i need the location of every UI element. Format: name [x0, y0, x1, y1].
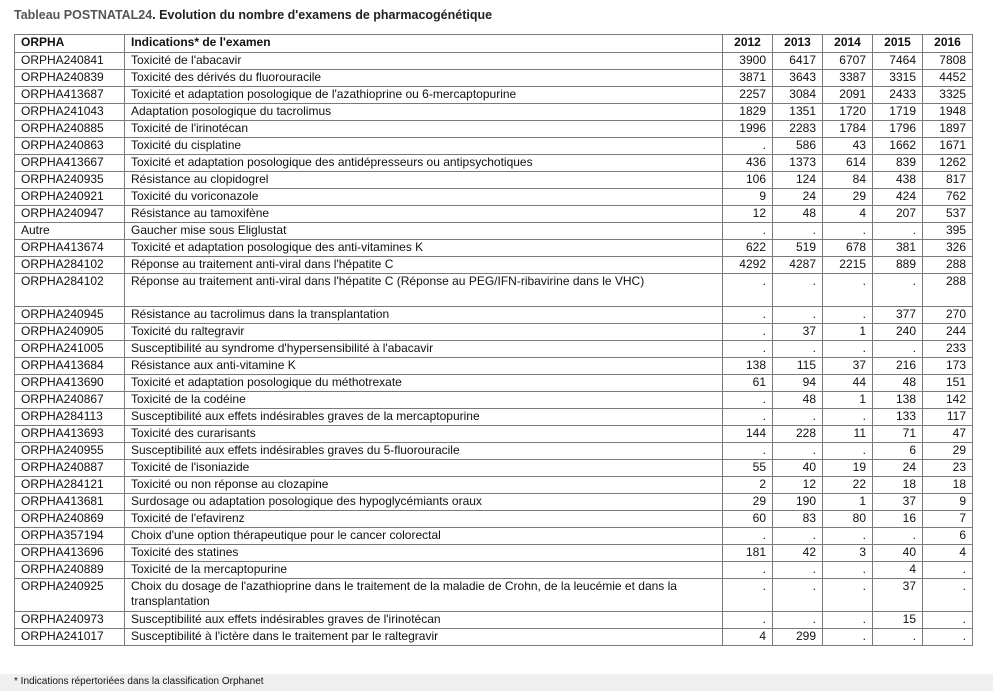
value-2015-cell: 207	[873, 206, 923, 223]
table-row	[15, 104, 973, 121]
header-year: 2014	[823, 35, 873, 53]
orpha-code-cell: ORPHA284121	[15, 477, 125, 494]
value-2015-cell: 71	[873, 426, 923, 443]
value-2012-cell: 29	[723, 494, 773, 511]
table-row	[15, 189, 973, 206]
table-body	[15, 53, 973, 646]
value-2013-cell: 40	[773, 460, 823, 477]
value-2013-cell: 6417	[773, 53, 823, 70]
indication-cell: Toxicité de la mercaptopurine	[125, 562, 723, 579]
header-year: 2013	[773, 35, 823, 53]
value-2016-cell: 6	[923, 528, 973, 545]
value-2012-cell: .	[723, 562, 773, 579]
orpha-code-cell: ORPHA413687	[15, 87, 125, 104]
indication-cell: Susceptibilité aux effets indésirables graves de la mercaptopurine	[125, 409, 723, 426]
value-2013-cell: 48	[773, 392, 823, 409]
orpha-code-cell: ORPHA240887	[15, 460, 125, 477]
table-header-row	[15, 35, 973, 53]
table-row	[15, 562, 973, 579]
orpha-code-cell: ORPHA284102	[15, 274, 125, 307]
value-2012-cell: 1996	[723, 121, 773, 138]
value-2014-cell: .	[823, 629, 873, 646]
value-2016-cell: 3325	[923, 87, 973, 104]
value-2016-cell: 288	[923, 274, 973, 307]
orpha-code-cell: ORPHA240867	[15, 392, 125, 409]
table-row	[15, 223, 973, 240]
value-2014-cell: 4	[823, 206, 873, 223]
indication-cell: Toxicité et adaptation posologique des antidépresseurs ou antipsychotiques	[125, 155, 723, 172]
value-2012-cell: 3900	[723, 53, 773, 70]
indication-cell: Toxicité et adaptation posologique de l'azathioprine ou 6-mercaptopurine	[125, 87, 723, 104]
value-2013-cell: 37	[773, 324, 823, 341]
indication-cell: Toxicité et adaptation posologique du méthotrexate	[125, 375, 723, 392]
value-2015-cell: 424	[873, 189, 923, 206]
value-2016-cell: 173	[923, 358, 973, 375]
value-2016-cell: 47	[923, 426, 973, 443]
value-2014-cell: .	[823, 409, 873, 426]
orpha-code-cell: ORPHA240905	[15, 324, 125, 341]
value-2013-cell: 94	[773, 375, 823, 392]
value-2014-cell: 29	[823, 189, 873, 206]
value-2012-cell: 4292	[723, 257, 773, 274]
value-2015-cell: .	[873, 528, 923, 545]
value-2013-cell: .	[773, 443, 823, 460]
indication-cell: Susceptibilité aux effets indésirables graves du 5-fluorouracile	[125, 443, 723, 460]
value-2014-cell: .	[823, 443, 873, 460]
value-2012-cell: .	[723, 392, 773, 409]
value-2013-cell: 1351	[773, 104, 823, 121]
orpha-code-cell: ORPHA240955	[15, 443, 125, 460]
value-2012-cell: 106	[723, 172, 773, 189]
value-2013-cell: 3643	[773, 70, 823, 87]
value-2012-cell: 60	[723, 511, 773, 528]
value-2012-cell: 2	[723, 477, 773, 494]
orpha-code-cell: ORPHA240973	[15, 612, 125, 629]
orpha-code-cell: ORPHA240885	[15, 121, 125, 138]
table-row	[15, 257, 973, 274]
value-2013-cell: 12	[773, 477, 823, 494]
orpha-code-cell: ORPHA413684	[15, 358, 125, 375]
indication-cell: Toxicité des curarisants	[125, 426, 723, 443]
orpha-code-cell: ORPHA357194	[15, 528, 125, 545]
value-2015-cell: 240	[873, 324, 923, 341]
value-2013-cell: .	[773, 562, 823, 579]
indication-cell: Résistance au clopidogrel	[125, 172, 723, 189]
value-2015-cell: .	[873, 223, 923, 240]
value-2015-cell: 133	[873, 409, 923, 426]
header-year: 2012	[723, 35, 773, 53]
orpha-code-cell: ORPHA240869	[15, 511, 125, 528]
value-2015-cell: .	[873, 629, 923, 646]
indication-cell: Toxicité et adaptation posologique des anti-vitamines K	[125, 240, 723, 257]
value-2013-cell: 586	[773, 138, 823, 155]
orpha-code-cell: ORPHA240947	[15, 206, 125, 223]
value-2013-cell: 42	[773, 545, 823, 562]
exam-table	[14, 34, 973, 646]
value-2014-cell: 2215	[823, 257, 873, 274]
value-2012-cell: .	[723, 612, 773, 629]
value-2016-cell: 1262	[923, 155, 973, 172]
value-2012-cell: .	[723, 324, 773, 341]
table-row	[15, 409, 973, 426]
orpha-code-cell: ORPHA284102	[15, 257, 125, 274]
value-2014-cell: .	[823, 562, 873, 579]
value-2016-cell: 142	[923, 392, 973, 409]
value-2013-cell: 24	[773, 189, 823, 206]
value-2013-cell: .	[773, 612, 823, 629]
value-2016-cell: 151	[923, 375, 973, 392]
value-2015-cell: 216	[873, 358, 923, 375]
table-row	[15, 443, 973, 460]
orpha-code-cell: ORPHA240925	[15, 579, 125, 612]
value-2014-cell: .	[823, 341, 873, 358]
value-2014-cell: .	[823, 274, 873, 307]
table-row	[15, 579, 973, 612]
value-2012-cell: 144	[723, 426, 773, 443]
table-row	[15, 240, 973, 257]
value-2015-cell: 3315	[873, 70, 923, 87]
indication-cell: Gaucher mise sous Eliglustat	[125, 223, 723, 240]
indication-cell: Choix du dosage de l'azathioprine dans le traitement de la maladie de Crohn, de la leucémie et dans la transplantation	[125, 579, 723, 612]
value-2015-cell: 15	[873, 612, 923, 629]
indication-cell: Toxicité de l'efavirenz	[125, 511, 723, 528]
value-2014-cell: 6707	[823, 53, 873, 70]
orpha-code-cell: ORPHA240935	[15, 172, 125, 189]
table-row	[15, 70, 973, 87]
orpha-code-cell: ORPHA413696	[15, 545, 125, 562]
value-2016-cell: 817	[923, 172, 973, 189]
value-2013-cell: 3084	[773, 87, 823, 104]
value-2016-cell: .	[923, 579, 973, 612]
value-2013-cell: .	[773, 579, 823, 612]
value-2012-cell: .	[723, 409, 773, 426]
value-2012-cell: .	[723, 223, 773, 240]
orpha-code-cell: ORPHA241005	[15, 341, 125, 358]
value-2014-cell: 1720	[823, 104, 873, 121]
value-2012-cell: 61	[723, 375, 773, 392]
table-row	[15, 307, 973, 324]
value-2013-cell: .	[773, 528, 823, 545]
value-2015-cell: 16	[873, 511, 923, 528]
orpha-code-cell: ORPHA240889	[15, 562, 125, 579]
indication-cell: Réponse au traitement anti-viral dans l'hépatite C	[125, 257, 723, 274]
value-2016-cell: 762	[923, 189, 973, 206]
value-2016-cell: 233	[923, 341, 973, 358]
indication-cell: Adaptation posologique du tacrolimus	[125, 104, 723, 121]
table-code: Tableau POSTNATAL24	[14, 8, 153, 22]
value-2014-cell: .	[823, 307, 873, 324]
value-2015-cell: 48	[873, 375, 923, 392]
value-2014-cell: 2091	[823, 87, 873, 104]
orpha-code-cell: ORPHA240945	[15, 307, 125, 324]
value-2014-cell: 43	[823, 138, 873, 155]
indication-cell: Susceptibilité aux effets indésirables graves de l'irinotécan	[125, 612, 723, 629]
table-row	[15, 172, 973, 189]
value-2013-cell: 115	[773, 358, 823, 375]
value-2013-cell: 48	[773, 206, 823, 223]
table-row	[15, 392, 973, 409]
value-2013-cell: 299	[773, 629, 823, 646]
value-2014-cell: 3387	[823, 70, 873, 87]
value-2012-cell: 138	[723, 358, 773, 375]
value-2015-cell: 381	[873, 240, 923, 257]
header-year: 2016	[923, 35, 973, 53]
indication-cell: Toxicité du raltegravir	[125, 324, 723, 341]
value-2014-cell: 37	[823, 358, 873, 375]
orpha-code-cell: ORPHA413681	[15, 494, 125, 511]
orpha-code-cell: ORPHA413690	[15, 375, 125, 392]
value-2015-cell: 377	[873, 307, 923, 324]
value-2016-cell: 288	[923, 257, 973, 274]
value-2013-cell: 519	[773, 240, 823, 257]
value-2013-cell: 1373	[773, 155, 823, 172]
table-title: Evolution du nombre d'examens de pharmacogénétique	[159, 8, 493, 22]
indication-cell: Toxicité des dérivés du fluorouracile	[125, 70, 723, 87]
value-2015-cell: 37	[873, 494, 923, 511]
value-2015-cell: 18	[873, 477, 923, 494]
table-row	[15, 528, 973, 545]
value-2013-cell: .	[773, 307, 823, 324]
orpha-code-cell: ORPHA413667	[15, 155, 125, 172]
value-2016-cell: 4452	[923, 70, 973, 87]
table-row	[15, 206, 973, 223]
value-2015-cell: 37	[873, 579, 923, 612]
indication-cell: Surdosage ou adaptation posologique des hypoglycémiants oraux	[125, 494, 723, 511]
value-2016-cell: .	[923, 629, 973, 646]
orpha-code-cell: ORPHA241043	[15, 104, 125, 121]
value-2013-cell: 228	[773, 426, 823, 443]
value-2015-cell: 1662	[873, 138, 923, 155]
orpha-code-cell: Autre	[15, 223, 125, 240]
indication-cell: Susceptibilité au syndrome d'hypersensibilité à l'abacavir	[125, 341, 723, 358]
orpha-code-cell: ORPHA241017	[15, 629, 125, 646]
value-2015-cell: 2433	[873, 87, 923, 104]
value-2014-cell: 44	[823, 375, 873, 392]
value-2015-cell: 4	[873, 562, 923, 579]
value-2014-cell: 11	[823, 426, 873, 443]
value-2014-cell: 80	[823, 511, 873, 528]
value-2015-cell: .	[873, 274, 923, 307]
value-2012-cell: 1829	[723, 104, 773, 121]
indication-cell: Toxicité ou non réponse au clozapine	[125, 477, 723, 494]
value-2016-cell: .	[923, 612, 973, 629]
value-2015-cell: 1719	[873, 104, 923, 121]
value-2013-cell: .	[773, 274, 823, 307]
table-row	[15, 324, 973, 341]
value-2016-cell: 326	[923, 240, 973, 257]
value-2012-cell: .	[723, 443, 773, 460]
indication-cell: Résistance aux anti-vitamine K	[125, 358, 723, 375]
value-2013-cell: .	[773, 341, 823, 358]
table-row	[15, 460, 973, 477]
table-row	[15, 494, 973, 511]
orpha-code-cell: ORPHA240839	[15, 70, 125, 87]
table-row	[15, 426, 973, 443]
value-2016-cell: 1948	[923, 104, 973, 121]
value-2016-cell: 395	[923, 223, 973, 240]
header-indications: Indications* de l'examen	[125, 35, 723, 53]
value-2014-cell: 3	[823, 545, 873, 562]
table-row	[15, 53, 973, 70]
value-2014-cell: .	[823, 612, 873, 629]
value-2016-cell: 537	[923, 206, 973, 223]
value-2015-cell: 889	[873, 257, 923, 274]
value-2013-cell: .	[773, 409, 823, 426]
value-2012-cell: 181	[723, 545, 773, 562]
page-title	[14, 8, 492, 22]
table-row	[15, 477, 973, 494]
value-2016-cell: 9	[923, 494, 973, 511]
table-row	[15, 121, 973, 138]
value-2016-cell: 7	[923, 511, 973, 528]
value-2014-cell: 84	[823, 172, 873, 189]
value-2015-cell: 438	[873, 172, 923, 189]
table-row	[15, 274, 973, 307]
value-2014-cell: 1784	[823, 121, 873, 138]
value-2013-cell: 4287	[773, 257, 823, 274]
value-2012-cell: 2257	[723, 87, 773, 104]
indication-cell: Toxicité de la codéine	[125, 392, 723, 409]
orpha-code-cell: ORPHA240863	[15, 138, 125, 155]
indication-cell: Résistance au tacrolimus dans la transplantation	[125, 307, 723, 324]
table-row	[15, 155, 973, 172]
value-2015-cell: 138	[873, 392, 923, 409]
value-2016-cell: 7808	[923, 53, 973, 70]
value-2015-cell: 40	[873, 545, 923, 562]
value-2014-cell: .	[823, 223, 873, 240]
value-2014-cell: 614	[823, 155, 873, 172]
value-2016-cell: 117	[923, 409, 973, 426]
table-row	[15, 629, 973, 646]
value-2012-cell: .	[723, 274, 773, 307]
value-2012-cell: .	[723, 341, 773, 358]
value-2014-cell: .	[823, 528, 873, 545]
value-2016-cell: 1897	[923, 121, 973, 138]
indication-cell: Toxicité de l'abacavir	[125, 53, 723, 70]
table-row	[15, 511, 973, 528]
orpha-code-cell: ORPHA413674	[15, 240, 125, 257]
table-row	[15, 138, 973, 155]
value-2012-cell: .	[723, 528, 773, 545]
table-row	[15, 612, 973, 629]
indication-cell: Toxicité du cisplatine	[125, 138, 723, 155]
value-2016-cell: 29	[923, 443, 973, 460]
value-2014-cell: 19	[823, 460, 873, 477]
orpha-code-cell: ORPHA284113	[15, 409, 125, 426]
value-2013-cell: 124	[773, 172, 823, 189]
indication-cell: Toxicité de l'irinotécan	[125, 121, 723, 138]
value-2012-cell: 436	[723, 155, 773, 172]
value-2014-cell: 1	[823, 494, 873, 511]
value-2012-cell: 12	[723, 206, 773, 223]
indication-cell: Choix d'une option thérapeutique pour le cancer colorectal	[125, 528, 723, 545]
table-row	[15, 375, 973, 392]
value-2015-cell: 7464	[873, 53, 923, 70]
header-year: 2015	[873, 35, 923, 53]
value-2016-cell: 23	[923, 460, 973, 477]
table-row	[15, 87, 973, 104]
value-2013-cell: 83	[773, 511, 823, 528]
value-2012-cell: .	[723, 138, 773, 155]
value-2012-cell: 3871	[723, 70, 773, 87]
value-2015-cell: 1796	[873, 121, 923, 138]
value-2016-cell: 270	[923, 307, 973, 324]
value-2016-cell: 1671	[923, 138, 973, 155]
value-2013-cell: .	[773, 223, 823, 240]
value-2014-cell: .	[823, 579, 873, 612]
orpha-code-cell: ORPHA240921	[15, 189, 125, 206]
value-2015-cell: 24	[873, 460, 923, 477]
value-2014-cell: 1	[823, 324, 873, 341]
footnote: * Indications répertoriées dans la classification Orphanet	[0, 674, 993, 691]
value-2016-cell: 244	[923, 324, 973, 341]
indication-cell: Toxicité des statines	[125, 545, 723, 562]
value-2013-cell: 190	[773, 494, 823, 511]
value-2015-cell: 839	[873, 155, 923, 172]
value-2012-cell: 4	[723, 629, 773, 646]
value-2016-cell: 18	[923, 477, 973, 494]
indication-cell: Réponse au traitement anti-viral dans l'hépatite C (Réponse au PEG/IFN-ribavirine dans le VHC)	[125, 274, 723, 307]
value-2016-cell: .	[923, 562, 973, 579]
table-row	[15, 545, 973, 562]
indication-cell: Toxicité de l'isoniazide	[125, 460, 723, 477]
value-2014-cell: 22	[823, 477, 873, 494]
value-2012-cell: .	[723, 579, 773, 612]
value-2012-cell: 622	[723, 240, 773, 257]
value-2014-cell: 1	[823, 392, 873, 409]
orpha-code-cell: ORPHA240841	[15, 53, 125, 70]
indication-cell: Toxicité du voriconazole	[125, 189, 723, 206]
value-2012-cell: 55	[723, 460, 773, 477]
header-orpha: ORPHA	[15, 35, 125, 53]
value-2014-cell: 678	[823, 240, 873, 257]
value-2012-cell: .	[723, 307, 773, 324]
table-row	[15, 341, 973, 358]
orpha-code-cell: ORPHA413693	[15, 426, 125, 443]
value-2013-cell: 2283	[773, 121, 823, 138]
value-2015-cell: 6	[873, 443, 923, 460]
table-row	[15, 358, 973, 375]
value-2016-cell: 4	[923, 545, 973, 562]
value-2015-cell: .	[873, 341, 923, 358]
title-separator: .	[152, 8, 160, 22]
indication-cell: Susceptibilité à l'ictère dans le traitement par le raltegravir	[125, 629, 723, 646]
indication-cell: Résistance au tamoxifène	[125, 206, 723, 223]
value-2012-cell: 9	[723, 189, 773, 206]
